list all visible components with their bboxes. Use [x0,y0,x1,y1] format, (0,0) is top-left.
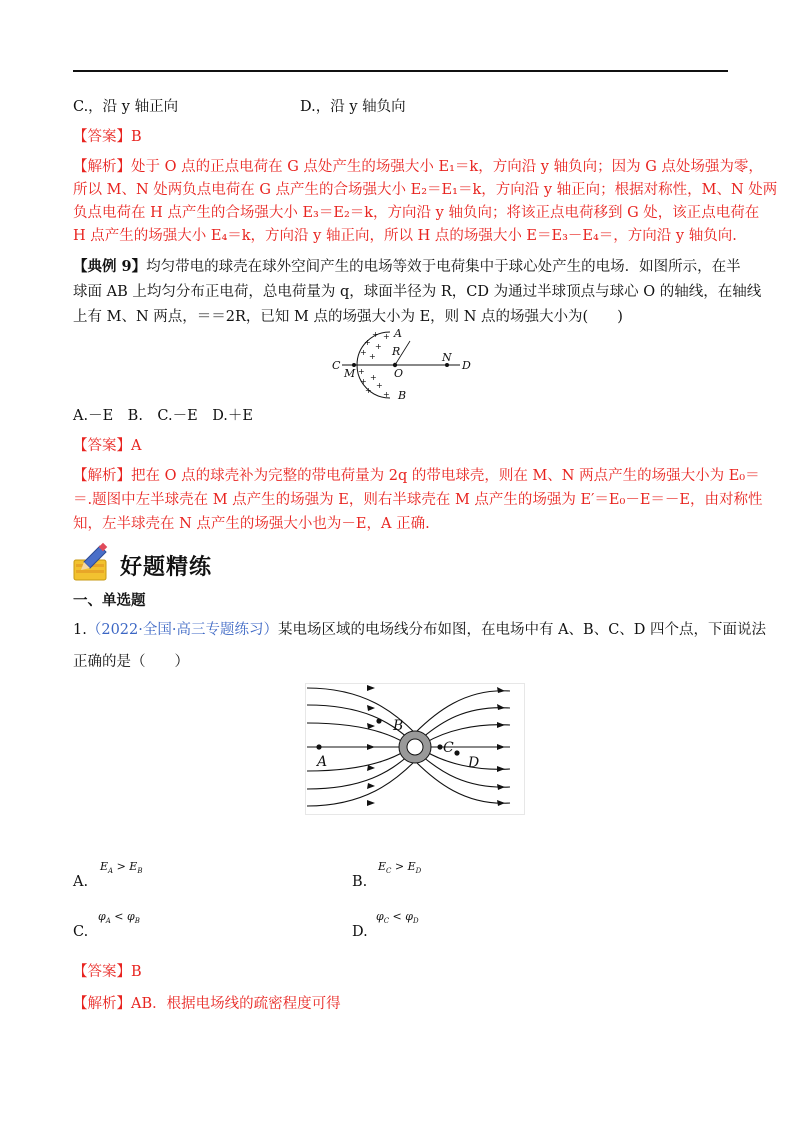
section-banner [70,542,240,584]
analysis-tag: 【解析】 [73,159,131,175]
analysis-text: 把在 O 点的球壳补为完整的带电荷量为 2q 的带电球壳，则在 M、N 两点产生的场强大小为 E₀＝ [131,468,760,484]
analysis-2-line-1 [73,466,760,486]
analysis-text: 处于 O 点的正点电荷在 G 点处产生的场强大小 E₁＝k，方向沿 y 轴负向；因为 G 点处场强为零， [131,159,763,175]
option-a-label: A. [73,874,89,890]
label-b: B [393,718,404,734]
analysis-2-line-2: ＝.题图中左半球壳在 M 点产生的场强为 E，则右半球壳在 M 点产生的场强为 E′＝E₀－E＝－E，由对称性 [73,492,763,508]
label-c: C [332,359,341,372]
option-b [352,872,367,892]
example-tag: 【典例 9】 [73,258,147,275]
point-a-dot [316,744,321,749]
option-d-label: D. [352,924,368,940]
analysis-tag: 【解析】 [73,996,131,1012]
option-c [73,922,88,942]
analysis-text: AB．根据电场线的疏密程度可得 [131,996,341,1012]
label-m: M [344,367,356,380]
question-text: 某电场区域的电场线分布如图，在电场中有 A、B、C、D 四个点，下面说法 [277,622,767,638]
answer-tag: 【答案】 [73,438,131,454]
option-d [352,922,368,942]
answer-block-3 [73,962,142,982]
svg-text:+: + [364,338,371,347]
question-source: （2022·全国·高三专题练习） [86,622,278,638]
question-1-line-1 [73,620,766,640]
option-b-expr: $E_C > E_D$ [378,860,422,876]
analysis-1-line-3: 负点电荷在 H 点产生的合场强大小 E₃＝E₂＝k，方向沿 y 轴负向；将该正点电荷移到 G 处，该正点电荷在 [73,205,760,221]
answer-value: A [131,438,142,454]
analysis-3 [73,994,341,1014]
analysis-1-line-2: 所以 M、N 处两负点电荷在 G 点产生的合场强大小 E₂＝E₁＝k，方向沿 y 轴正向；根据对称性，M、N 处两 [73,182,778,198]
option-c-label: C. [73,924,89,940]
svg-text:+: + [365,386,372,395]
option-d-prev: D.，沿 y 轴负向 [300,99,406,115]
analysis-tag: 【解析】 [73,468,131,484]
banner-title: 好题精练 [120,555,213,580]
label-d: D [468,755,480,771]
label-d: D [462,359,471,372]
notebook-pencil-icon [70,542,114,584]
svg-text:+: + [369,352,376,361]
label-a: A [394,327,402,340]
question-number: 1. [73,622,87,638]
answer-tag: 【答案】 [73,964,131,980]
section-title: 一、单选题 [73,592,146,609]
analysis-1-line-4: H 点产生的场强大小 E₄＝k，方向沿 y 轴正向，所以 H 点的场强大小 E＝E₃－E₄＝，方向沿 y 轴负向. [73,228,737,244]
svg-text:+: + [358,367,365,376]
field-lines-figure [305,683,525,815]
svg-text:+: + [372,330,379,339]
analysis-2-line-3: 知，左半球壳在 N 点产生的场强大小也为－E，A 正确. [73,516,430,532]
label-b: B [398,389,407,402]
example-text: 均匀带电的球壳在球外空间产生的电场等效于电荷集中于球心处产生的电场．如图所示，在半 [146,259,741,275]
label-n: N [442,351,452,364]
option-b-label: B. [352,874,368,890]
hemisphere-figure [320,325,490,405]
point-b-dot [376,718,381,723]
example-9-line-3: 上有 M、N 两点，＝＝2R，已知 M 点的场强大小为 E，则 N 点的场强大小为( ) [73,309,623,325]
answer-value: B [131,964,142,980]
answer-tag: 【答案】 [73,129,131,145]
answer-block-1 [73,127,142,147]
example-9-line-2: 球面 AB 上均匀分布正电荷，总电荷量为 q，球面半径为 R，CD 为通过半球顶点与球心 O 的轴线，在轴线 [73,284,762,300]
svg-text:+: + [375,342,382,351]
svg-text:+: + [376,381,383,390]
answer-block-2 [73,436,141,456]
svg-text:+: + [383,390,390,399]
example-9-options: A.－E B. C.－E D.＋E [73,408,254,424]
label-r: R [392,345,401,358]
point-c-dot [437,744,442,749]
question-1-line-2: 正确的是（ ） [73,654,189,670]
option-d-expr: $\varphi_C < \varphi_D$ [376,910,419,926]
svg-text:+: + [370,373,377,382]
point-d-dot [454,750,459,755]
option-a [73,872,88,892]
header-rule [73,70,728,72]
label-o: O [394,367,404,380]
analysis-1-line-1 [73,157,763,177]
answer-value: B [131,129,142,145]
option-a-expr: $E_A > E_B$ [100,860,143,876]
label-a: A [317,754,328,770]
label-c: C [443,740,454,756]
option-c-prev: C.，沿 y 轴正向 [73,99,179,115]
example-9-line-1 [73,257,741,277]
option-c-expr: $\varphi_A < \varphi_B$ [98,910,140,926]
svg-text:+: + [360,377,367,386]
svg-text:+: + [383,332,390,341]
svg-text:+: + [360,348,367,357]
ring-hole [407,739,423,755]
